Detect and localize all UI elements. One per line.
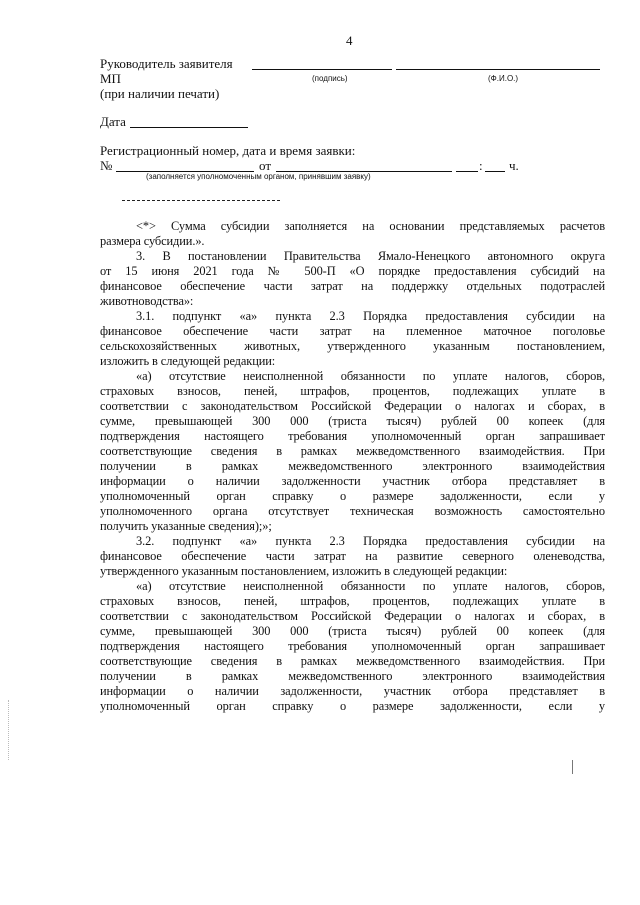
body-line: соответствии с законодательством Российской Федерации о налогах и сборах, в — [100, 609, 605, 623]
body-line: 3. В постановлении Правительства Ямало-Ненецкого автономного округа — [136, 249, 605, 263]
mp-label: МП — [100, 71, 121, 86]
body-line: уполномоченный орган справку о размере задолженности, если у — [100, 489, 605, 503]
reg-note: (заполняется уполномоченным органом, принявшим заявку) — [146, 172, 371, 181]
body-line: утвержденного указанным постановлением, изложить в следующей редакции: — [100, 564, 508, 578]
body-line: 3.2. подпункт «а» пункта 2.3 Порядка предоставления субсидии на — [136, 534, 605, 548]
body-line: информации о наличии задолженности участник отбора представляет в — [100, 474, 605, 488]
number-sign: № — [100, 158, 113, 173]
date-label: Дата — [100, 114, 126, 129]
body-line: финансовое обеспечение части затрат на развитие северного оленеводства, — [100, 549, 605, 563]
scan-edge-right — [572, 760, 574, 774]
body-line: подтверждения настоящего требования уполномоченный орган запрашивает — [100, 639, 605, 653]
date-line — [130, 127, 248, 128]
body-line: соответствующие сведения в рамках межведомственного взаимодействия. При — [100, 444, 605, 458]
body-line: размера субсидии.». — [100, 234, 205, 248]
body-line: «а) отсутствие неисполненной обязанности по уплате налогов, сборов, — [136, 579, 605, 593]
body-line: получить указанные сведения);»; — [100, 519, 272, 533]
hours-abbr: ч. — [509, 158, 519, 173]
body-line: уполномоченный орган справку о размере задолженности, если у — [100, 699, 605, 713]
body-line: <*> Сумма субсидии заполняется на основании представляемых расчетов — [136, 219, 605, 233]
signature-line — [252, 69, 392, 70]
name-line — [396, 69, 600, 70]
body-line: животноводства»: — [100, 294, 194, 308]
body-line: уполномоченного органа отсутствует техническая возможность самостоятельно — [100, 504, 605, 518]
head-label: Руководитель заявителя — [100, 56, 233, 71]
body-line: получении в рамках межведомственного электронного взаимодействия — [100, 669, 605, 683]
signature-caption: (подпись) — [312, 74, 348, 83]
body-line: соответствующие сведения в рамках межведомственного взаимодействия. При — [100, 654, 605, 668]
page-number: 4 — [346, 33, 353, 48]
body-line: подтверждения настоящего требования уполномоченный орган запрашивает — [100, 429, 605, 443]
reg-label: Регистрационный номер, дата и время заявки: — [100, 143, 356, 158]
body-line: 3.1. подпункт «а» пункта 2.3 Порядка предоставления субсидии на — [136, 309, 605, 323]
name-caption: (Ф.И.О.) — [488, 74, 519, 83]
from-word: от — [259, 158, 272, 173]
minute-line — [485, 171, 505, 172]
footnote-separator — [122, 200, 280, 201]
scan-edge-left — [8, 700, 10, 760]
body-line: сумме, превышающей 300 000 (триста тысяч) рублей 00 копеек (для — [100, 414, 605, 428]
body-line: изложить в следующей редакции: — [100, 354, 276, 368]
time-colon: : — [479, 158, 483, 173]
body-line: страховых взносов, пеней, штрафов, процентов, подлежащих уплате в — [100, 594, 605, 608]
body-line: сельскохозяйственных животных, утвержденного указанным постановлением, — [100, 339, 605, 353]
body-line: «а) отсутствие неисполненной обязанности по уплате налогов, сборов, — [136, 369, 605, 383]
body-line: информации о наличии задолженности, участник отбора представляет в — [100, 684, 605, 698]
body-line: финансовое обеспечение части затрат на поддержку отдельных подотраслей — [100, 279, 605, 293]
body-line: получении в рамках межведомственного электронного взаимодействия — [100, 459, 605, 473]
hour-line — [456, 171, 478, 172]
seal-note: (при наличии печати) — [100, 86, 220, 101]
body-line: страховых взносов, пеней, штрафов, процентов, подлежащих уплате в — [100, 384, 605, 398]
body-line: от 15 июня 2021 года № 500-П «О порядке предоставления субсидий на — [100, 264, 605, 278]
body-line: сумме, превышающей 300 000 (триста тысяч) рублей 00 копеек (для — [100, 624, 605, 638]
body-line: соответствии с законодательством Российской Федерации о налогах и сборах, в — [100, 399, 605, 413]
body-line: финансовое обеспечение части затрат на племенное маточное поголовье — [100, 324, 605, 338]
